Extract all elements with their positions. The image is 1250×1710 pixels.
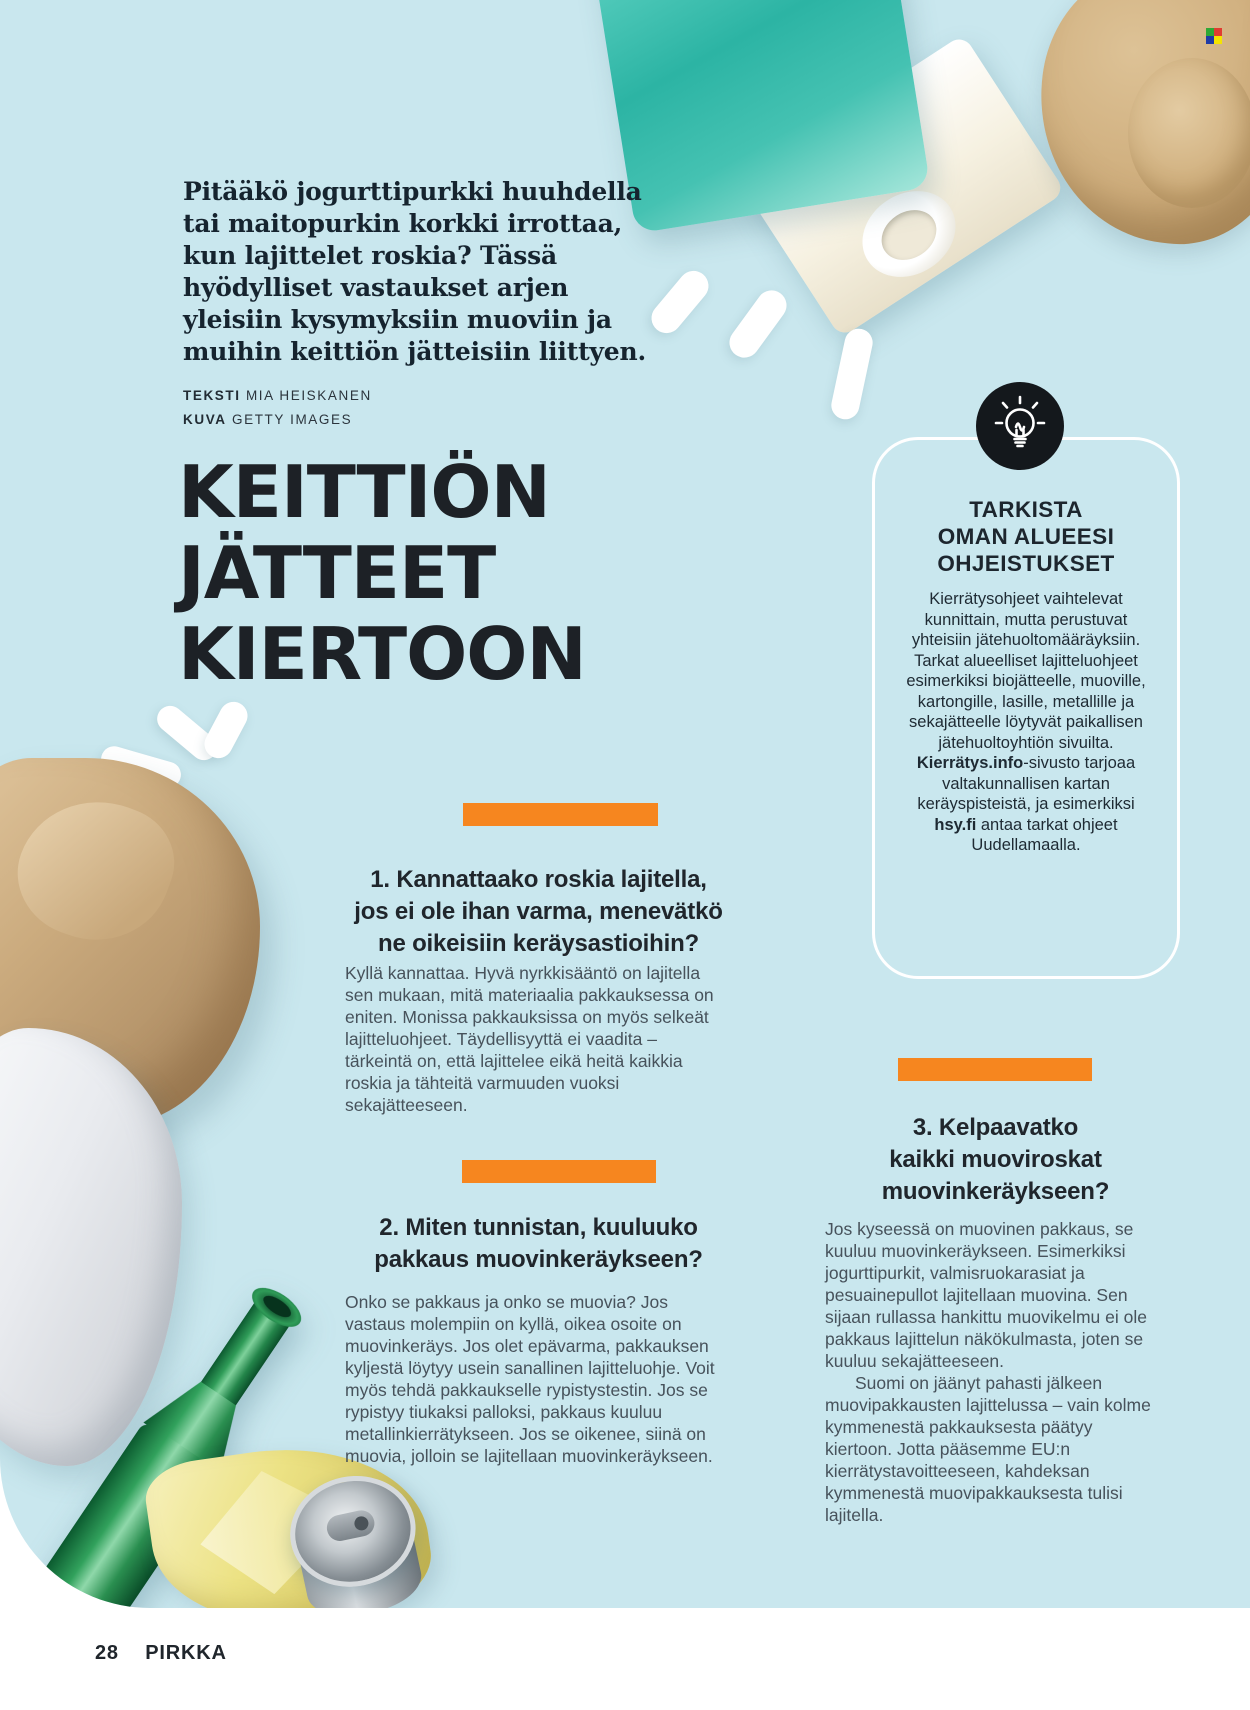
credit-photo — [183, 408, 372, 432]
tip-box-title: TARKISTA OMAN ALUEESI OHJEISTUKSET — [937, 497, 1115, 576]
section-3-heading: 3. Kelpaavatko kaikki muoviroskat muovinkeräykseen? — [881, 1114, 1110, 1205]
credit-text-label: TEKSTI — [183, 388, 241, 403]
registration-mark — [1206, 28, 1222, 44]
section-divider-bar — [463, 803, 658, 826]
tip-box-link-hsy: hsy.fi — [934, 815, 977, 834]
section-divider-bar — [898, 1058, 1092, 1081]
credit-photo-value: GETTY IMAGES — [226, 412, 353, 427]
credit-photo-label: KUVA — [183, 412, 227, 427]
credit-text — [183, 384, 372, 408]
credit-text-value: MIA HEISKANEN — [240, 388, 372, 403]
brush-stroke-icon — [200, 697, 253, 763]
section-1-body: Kyllä kannattaa. Hyvä nyrkkisääntö on lajitella sen mukaan, mitä materiaalia pakkauksessa on eniten. Monissa pakkauksissa on myös selkeät lajitteluohjeet. Täydellisyyttä ei vaadita – tärkeintä on, että lajittelee eikä heitä kaikkia roskia ja tähteitä varmuuden vuoksi sekajätteeseen. — [345, 963, 714, 1115]
tip-box-link-kierratys: Kierrätys.info — [916, 754, 1024, 772]
lightbulb-icon — [976, 382, 1064, 470]
page-number: 28 — [95, 1642, 119, 1664]
page-footer — [95, 1642, 227, 1665]
section-2-heading: 2. Miten tunnistan, kuuluuko pakkaus muovinkeräykseen? — [374, 1214, 703, 1273]
tip-box — [872, 437, 1180, 979]
section-divider-bar — [462, 1160, 656, 1183]
intro-lead: Pitääkö jogurttipurkki huuhdella tai maitopurkin korkki irrottaa, kun lajittelet roskia? Tässä hyödylliset vastaukset arjen yleisiin kysymyksiin muoviin ja muihin keittiön jätteisiin liittyen. — [183, 177, 646, 366]
section-2-body: Onko se pakkaus ja onko se muovia? Jos vastaus molempiin on kyllä, oikea osoite on muovinkeräys. Jos olet epävarma, pakkauksen kyljestä löytyy usein sanallinen lajitteluohje. Voit myös tehdä pakkaukselle rypistystestin. Jos se rypistyy tiukaksi palloksi, pakkaus kuuluu metallinkierrätykseen. Jos se oikenee, siinä on muovia, jolloin se lajitellaan muovinkeräykseen. — [345, 1292, 715, 1466]
brush-stroke-icon — [829, 326, 876, 422]
section-1-heading: 1. Kannattaako roskia lajitella, jos ei ole ihan varma, menevätkö ne oikeisiin keräysastioihin? — [354, 866, 723, 957]
section-3-body: Jos kyseessä on muovinen pakkaus, se kuuluu muovinkeräykseen. Esimerkiksi jogurttipurkit, valmisruokarasiat ja pesuainepullot lajitellaan muovina. Sen sijaan rullassa hankittu muovikelmu ei ole pakkaus lajittelun näkökulmasta, joten se kuuluu sekajätteeseen. Suomi on jäänyt pahasti jälkeen muovipakkausten lajittelussa – vain kolme kymmenestä pakkauksesta päätyy kiertoon. Jotta pääsemme EU:n kierrätystavoitteeseen, kahdeksan kymmenestä muovipakkauksesta tulisi lajitella. — [825, 1219, 1151, 1525]
page-title: KEITTIÖN JÄTTEET KIERTOON — [178, 450, 586, 696]
photo-drink-can — [280, 1464, 432, 1608]
tip-box-body: Kierrätysohjeet vaihtelevat kunnittain, mutta perustuvat yhteisiin jätehuoltomääräyksiin. Tarkat alueelliset lajitteluohjeet esimerkiksi biojätteelle, muoville, kartongille, lasille, metallille ja sekajätteelle löytyvät paikallisen jätehuoltoyhtiön sivuilta. Kierrätys.info-sivusto tarjoaa valtakunnallisen kartan keräyspisteistä, ja esimerkiksi hsy.fi antaa tarkat ohjeet Uudellamaalla. — [906, 590, 1146, 854]
credits — [183, 384, 372, 432]
brush-stroke-icon — [724, 284, 793, 363]
magazine-name: PIRKKA — [145, 1642, 227, 1664]
photo-egg-carton-detail — [1128, 58, 1250, 208]
